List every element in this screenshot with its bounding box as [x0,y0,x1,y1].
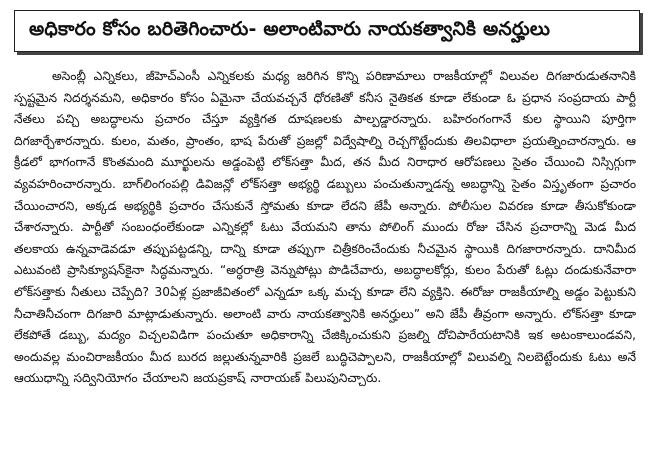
article-body: అసెంబ్లీ ఎన్నికలు, జీహెచ్ఎంసీ ఎన్నికలకు మధ్య జరిగిన కొన్ని పరిణామాలు రాజకీయాల్లో విలువల దిగజారుడుతనానికి స్పష్టమైన నిదర్శనమని, అధికారం కోసం ఏమైనా చేయవచ్చనే ధోరణితో కనీస నైతికత కూడా లేకుండా ఓ ప్రధాన సంప్రదాయ పార్టీ నేతలు పచ్చి అబద్ధాలను ప్రచారం చేస్తూ వ్యక్తిగత దూషణలకు పాల్పడ్డారన్నారు. బహిరంగంగానే కుల స్థాయిని పూర్తిగా దిగజార్చేశారన్నారు. కులం, మతం, ప్రాంతం, భాష పేరుతో ప్రజల్లో విద్వేషాల్ని రెచ్చగొట్టేందుకు తిలవిధాలా ప్రయత్నించారన్నారు. ఆ క్రీడలో భాగంగానే కొంతమంది మూర్ఖులను అడ్డంపెట్టి లోక్‌సత్తా మీద, తన మీద నిరాధార ఆరోపణలు సైతం చేయించి నిస్సిగ్గుగా వ్యవహరించారన్నారు. బాగ్‌లింగంపల్లి డివిజన్లో లోక్‌సత్తా అభ్యర్థి డబ్బులు పంచుతున్నాడన్న అబద్ధాన్ని సైతం విస్తృతంగా ప్రచారం చేయించారని, అక్కడ అభ్యర్థికి ప్రచారం చేసుకునే స్తోమతు కూడా లేదని జేపీ అన్నారు. పోలీసుల వివరణ కూడా తీసుకోకుండా చేశారన్నారు. పార్టీతో సంబంధంలేకుండా ఎన్నికల్లో ఓటు వేయమని తాను పోలింగ్ ముందు రోజు చేసిన ప్రచారాన్ని మెడ మీద తలకాయ ఉన్నవాడెవడూ తప్పుపట్టడన్ని, దాన్ని కూడా తప్పుగా చిత్రీకరించేందుకు నీచమైన స్థాయికి దిగజారారన్నారు. దానిమీద ఎటువంటి ప్రాసిక్యూషన్‌కైనా సిద్ధమన్నారు. “అర్ధరాత్రి వెన్నుపోట్లు పొడిచేవారు, అబద్ధాలకోర్లు, కులం పేరుతో ఓట్లు దండుకునేవారా లోక్‌సత్తాకు నీతులు చెప్పేది? 30ఏళ్ల ప్రజాజీవితంలో ఎన్నడూ ఒక్క మచ్చ కూడా లేని వ్యక్తిని. ఈరోజు రాజకీయాల్ని అడ్డం పెట్టుకుని నీచాతినీచంగా దిగజారి మాట్లాడుతున్నారు. అలాంటి వారు నాయకత్వానికి అనర్హులు” అని జేపీ తీవ్రంగా అన్నారు. లోక్‌సత్తా కూడా లేకపోతే డబ్బు, మద్యం విచ్చలవిడిగా పంచుతూ అధికారాన్ని చేజిక్కించుకుని ప్రజల్ని దోచిపారేయటానికి ఇక అటంకాలుండవని, అందువల్ల మంచిరాజకీయం మీద బురద జల్లుతున్నవారికి ప్రజలే బుద్ధిచెప్పాలని, రాజకీయాల్లో విలువల్ని నిలబెట్టేందుకు ఓటు అనే ఆయుధాన్ని సద్వినియోగం చేయాలని జయప్రకాష్ నారాయణ్ పిలుపునిచ్చారు. [14,69,636,386]
article-headline: అధికారం కోసం బరితెగించారు- అలాంటివారు నాయకత్వానికి అనర్హులు [29,17,551,40]
headline-box [14,10,640,52]
